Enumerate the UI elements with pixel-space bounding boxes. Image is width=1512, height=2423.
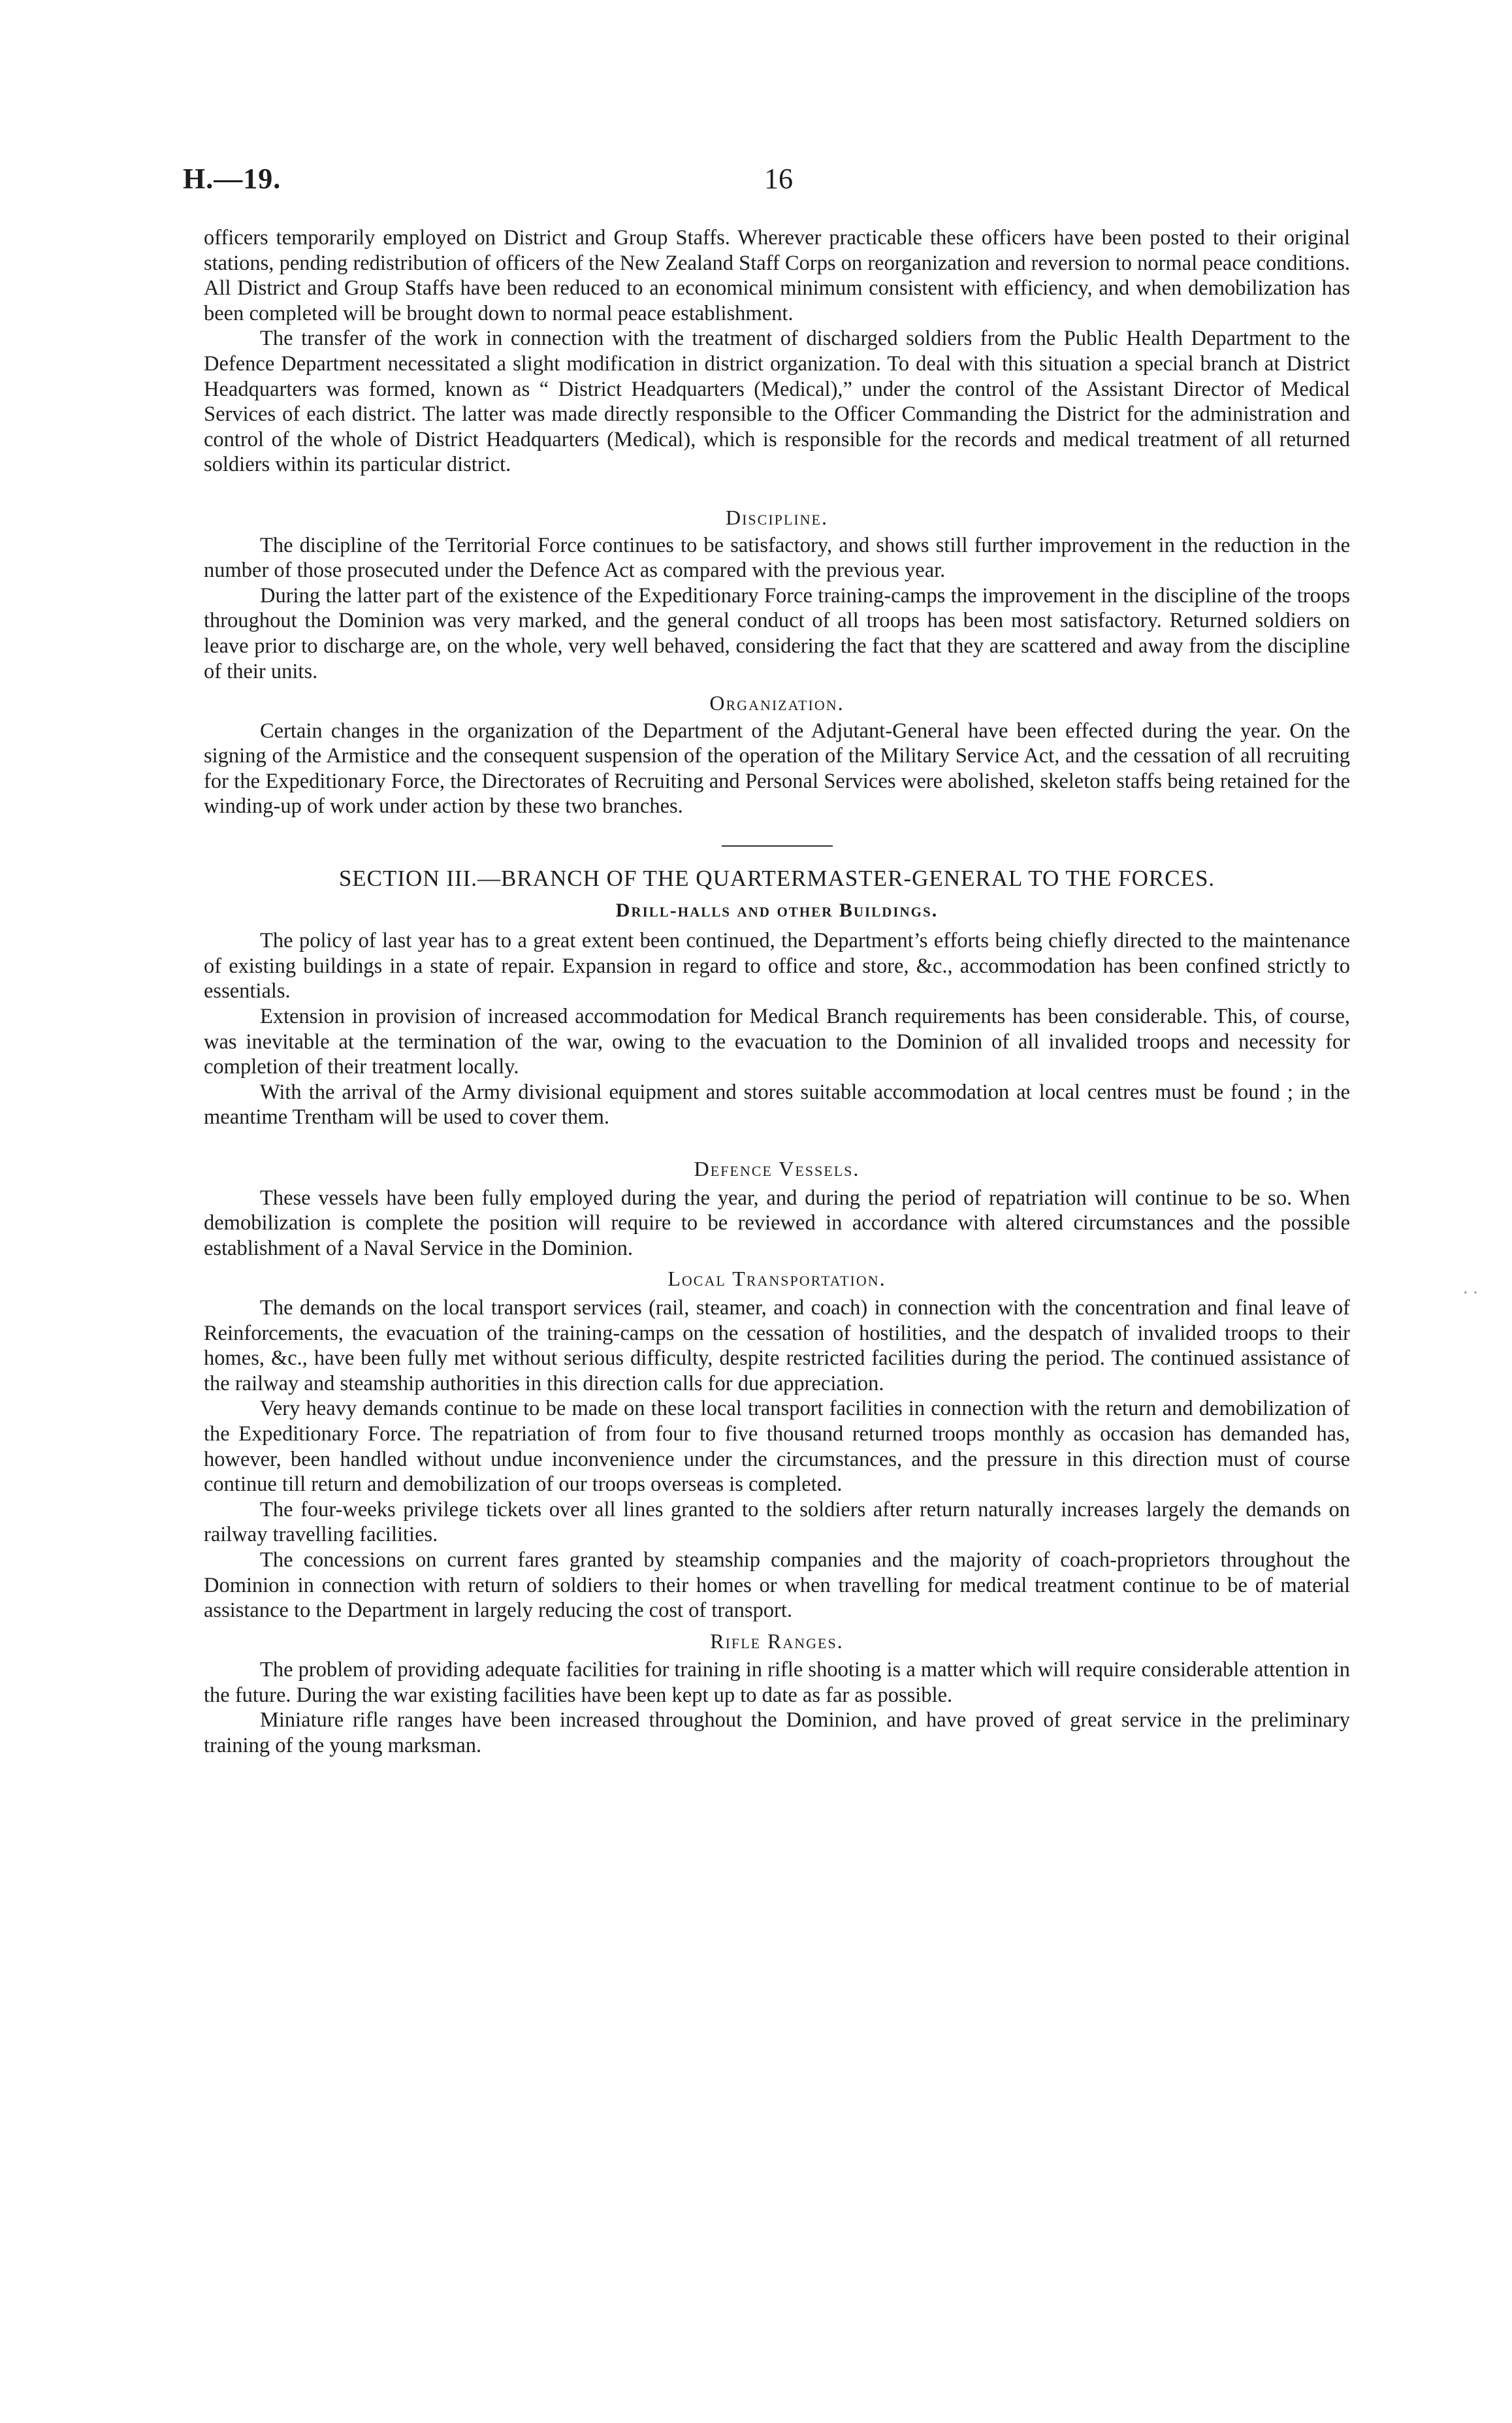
paragraph: The transfer of the work in connection with the treatment of discharged soldiers from the Public Health Department to the Defence Department necessitated a slight modification in district organization. To deal with this situation a special branch at District Headquarters was formed, known as “ District Headquarters (Medical),” under the control of the Assistant Director of Medical Services of each district. The latter was made directly responsible to the Officer Commanding the District for the administration and control of the whole of District Headquarters (Medical), which is responsible for the records and medical treatment of all returned soldiers within its particular district. (204, 327, 1350, 477)
paragraph: Miniature rifle ranges have been increased throughout the Dominion, and have proved of great service in the preliminary training of the young marksman. (204, 1708, 1350, 1758)
paragraph: The four-weeks privilege tickets over all lines granted to the soldiers after return naturally increases largely the demands on railway travelling facilities. (204, 1497, 1350, 1547)
heading-local-transportation: Local Transportation. (668, 1267, 886, 1291)
paragraph: officers temporarily employed on District and Group Staffs. Wherever practicable these officers have been posted to their original stations, pending redistribution of officers of the New Zealand Staff Corps on reorganization and reversion to normal peace conditions. All District and Group Staffs have been reduced to an economical minimum consistent with efficiency, and when demobilization has been completed will be brought down to normal peace establishment. (204, 226, 1350, 325)
section-title: SECTION III.—BRANCH OF THE QUARTERMASTER-GENERAL TO THE FORCES. (338, 866, 1215, 892)
paragraph: During the latter part of the existence of the Expeditionary Force training-camps the improvement in the discipline of the troops throughout the Dominion was very marked, and the general conduct of all troops has been most satisfactory. Returned soldiers on leave prior to discharge are, on the whole, very well behaved, considering the fact that they are scattered and away from the discipline of their units. (204, 583, 1350, 683)
paragraph: The problem of providing adequate facilities for training in rifle shooting is a matter which will require considerable attention in the future. During the war existing facilities have been kept up to date as far as possible. (204, 1658, 1350, 1707)
document-code: H.—19. (183, 163, 281, 195)
paragraph: With the arrival of the Army divisional equipment and stores suitable accommodation at local centres must be found ; in the meantime Trentham will be used to cover them. (204, 1080, 1350, 1130)
page-header (183, 162, 1359, 201)
paragraph: Certain changes in the organization of the Department of the Adjutant-General have been effected during the year. On the signing of the Armistice and the consequent suspension of the operation of the Military Service Act, and the cessation of all recruiting for the Expeditionary Force, the Directorates of Recruiting and Personal Services were abolished, skeleton staffs being retained for the winding-up of work under action by these two branches. (204, 719, 1350, 819)
body-text (204, 225, 1350, 1759)
paragraph: The discipline of the Territorial Force continues to be satisfactory, and shows still further improvement in the reduction in the number of those prosecuted under the Defence Act as compared with the previous year. (204, 533, 1350, 583)
paragraph: The policy of last year has to a great extent been continued, the Department’s efforts being chiefly directed to the maintenance of existing buildings in a state of repair. Expansion in regard to office and store, &c., accommodation has been confined strictly to essentials. (204, 929, 1350, 1003)
paragraph: Very heavy demands continue to be made on these local transport facilities in connection with the return and demobilization of the Expeditionary Force. The repatriation of from four to five thousand returned troops monthly as occasion has demanded has, however, been handled without undue inconvenience under the circumstances, and the pressure in this direction must of course continue till return and demobilization of our troops overseas is completed. (204, 1397, 1350, 1497)
heading-organization: Organization. (709, 691, 844, 715)
heading-drill-halls: Drill-halls and other Buildings. (615, 899, 939, 921)
page-number: 16 (764, 163, 793, 195)
heading-defence-vessels: Defence Vessels. (694, 1157, 860, 1180)
paragraph: Extension in provision of increased accommodation for Medical Branch requirements has been considerable. This, of course, was inevitable at the termination of the war, owing to the evacuation to the Dominion of all invalided troops and necessity for completion of their treatment locally. (204, 1005, 1350, 1079)
paragraph: These vessels have been fully employed during the year, and during the period of repatriation will continue to be so. When demobilization is complete the position will require to be reviewed in accordance with altered circumstances and the possible establishment of a Naval Service in the Dominion. (204, 1186, 1350, 1260)
paragraph: The demands on the local transport services (rail, steamer, and coach) in connection with the concentration and final leave of Reinforcements, the evacuation of the training-camps on the cessation of hostilities, and the despatch of invalided troops to their homes, &c., have been fully met without serious difficulty, despite restricted facilities during the period. The continued assistance of the railway and steamship authorities in this direction calls for due appreciation. (204, 1295, 1350, 1395)
paragraph: The concessions on current fares granted by steamship companies and the majority of coach-proprietors throughout the Dominion in connection with return of soldiers to their homes or when travelling for medical treatment continue to be of material assistance to the Department in largely reducing the cost of transport. (204, 1548, 1350, 1623)
section-divider (722, 845, 833, 847)
margin-mark: · · (1463, 1284, 1478, 1302)
heading-rifle-ranges: Rifle Ranges. (710, 1629, 844, 1653)
heading-discipline: Discipline. (726, 505, 828, 529)
